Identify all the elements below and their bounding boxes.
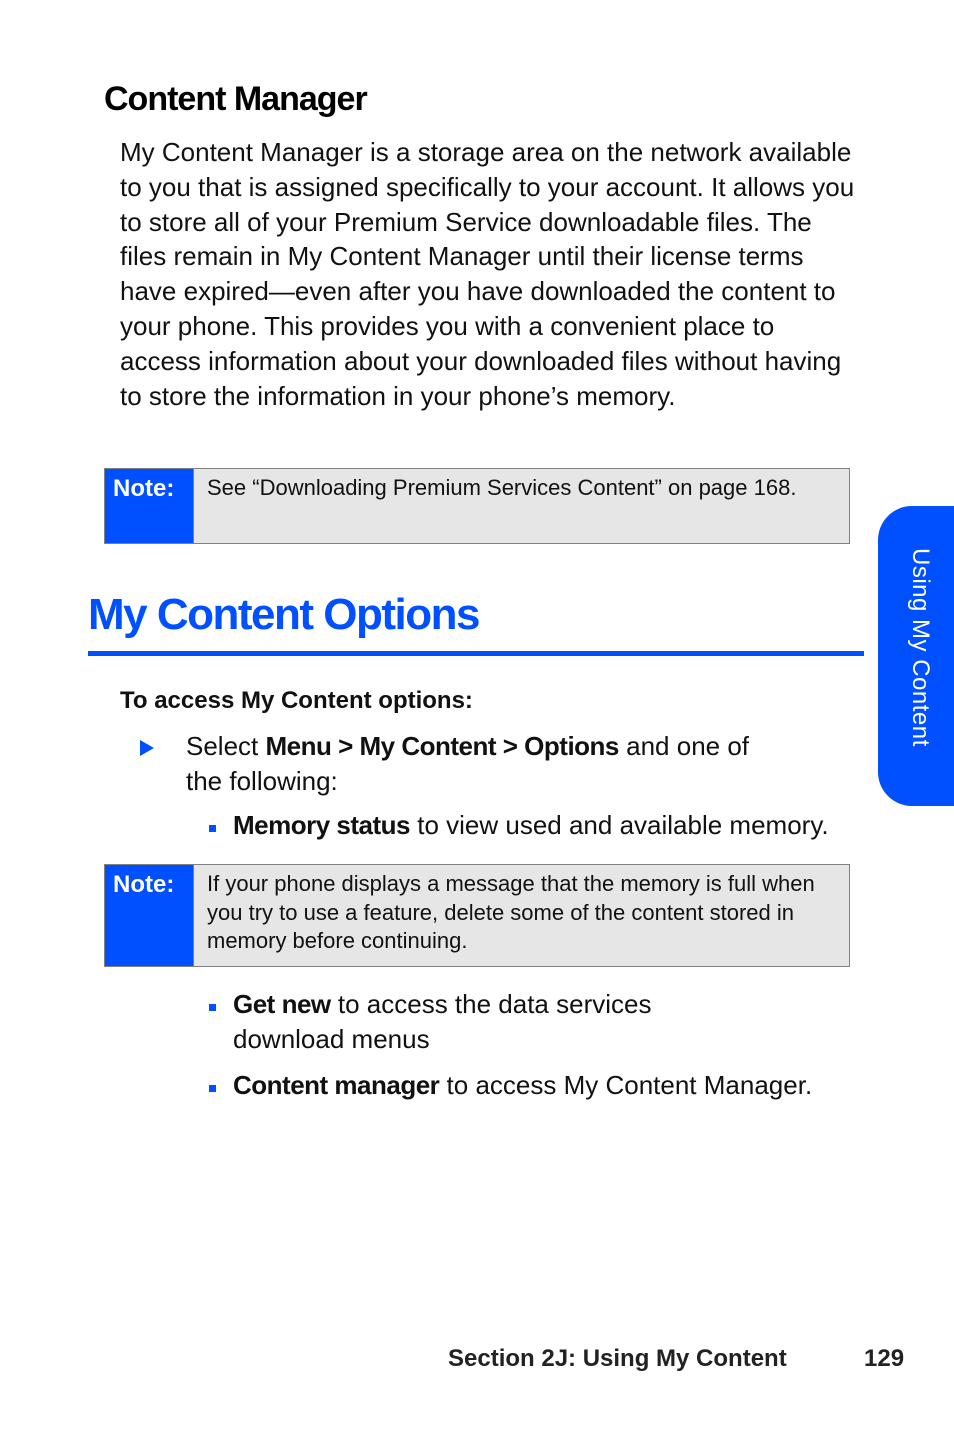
section-heading: Content Manager <box>104 80 367 118</box>
note-box <box>104 468 850 544</box>
option-term: Memory status <box>233 810 410 840</box>
list-item <box>233 987 673 1057</box>
step-arrow-icon <box>140 740 154 756</box>
note-label: Note: <box>105 469 194 543</box>
option-term: Get new <box>233 989 331 1019</box>
page-title: My Content Options <box>88 590 479 639</box>
title-rule <box>88 651 864 656</box>
list-item <box>233 1068 873 1103</box>
option-description: to access the data services download menus <box>233 989 652 1054</box>
step-instruction <box>186 729 786 799</box>
option-term: Content manager <box>233 1070 440 1100</box>
intro-paragraph: My Content Manager is a storage area on the network available to you that is assigned specifically to your account. It allows you to store all of your Premium Service downloadable files. The files remain in My Content Manager until their license terms have expired—even after you have downloaded the content to your phone. This provides you with a convenient place to access information about your downloaded files without having to store the information in your phone’s memory. <box>120 137 855 411</box>
note-label: Note: <box>105 865 194 966</box>
square-bullet-icon <box>209 1004 216 1011</box>
square-bullet-icon <box>209 1085 216 1092</box>
footer-section: Section 2J: Using My Content <box>448 1345 787 1372</box>
option-description: to access My Content Manager. <box>439 1070 813 1100</box>
side-tab <box>878 506 954 806</box>
list-item <box>233 808 873 843</box>
option-description: to view used and available memory. <box>410 810 829 840</box>
square-bullet-icon <box>209 825 216 832</box>
procedure-heading: To access My Content options: <box>120 687 473 714</box>
step-suffix: and one of the following: <box>186 731 750 796</box>
step-prefix: Select <box>186 731 266 761</box>
menu-path: Menu > My Content > Options <box>265 731 619 761</box>
page-number: 129 <box>864 1345 905 1372</box>
side-tab-label: Using My Content <box>907 548 934 747</box>
note-text: If your phone displays a message that the memory is full when you try to use a feature, delete some of the content stored in memory before continuing. <box>207 871 815 953</box>
note-box <box>104 864 850 967</box>
note-text: See “Downloading Premium Services Content” on page 168. <box>207 475 797 500</box>
